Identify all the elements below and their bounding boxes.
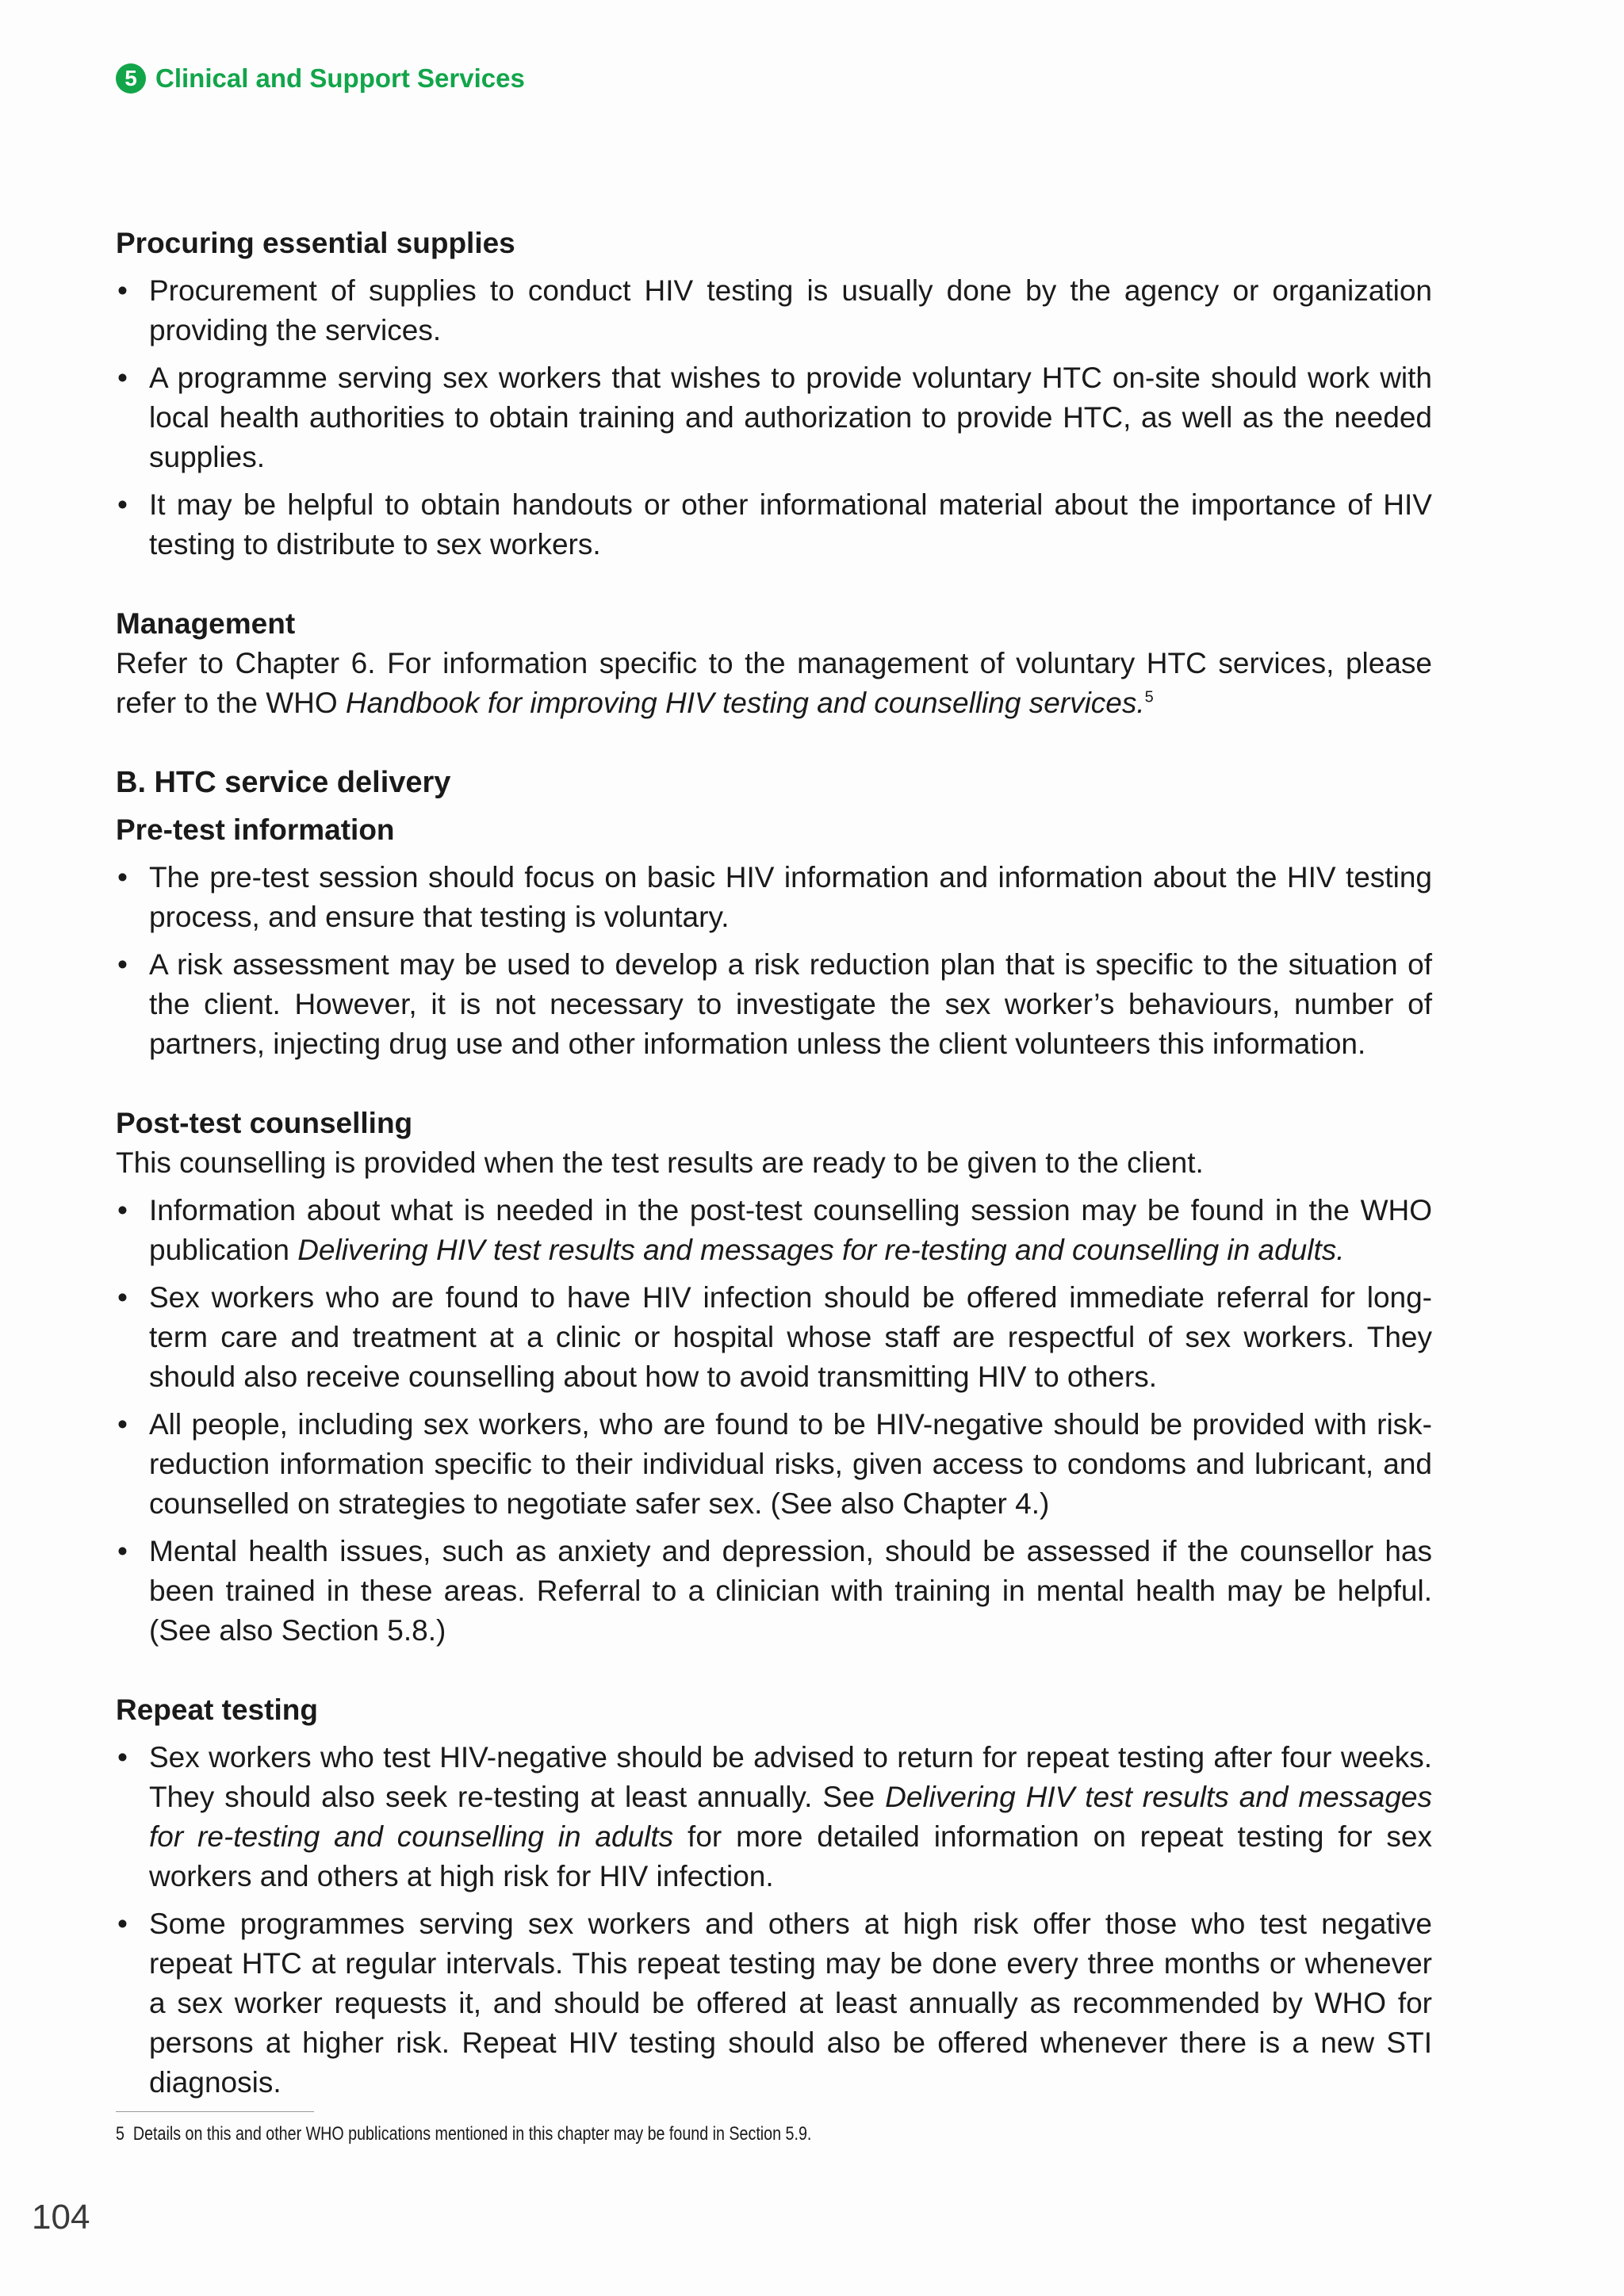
management-heading: Management [116, 607, 296, 640]
list-item: • It may be helpful to obtain handouts or other informational material about the importance of HIV testing to distribute to sex workers. [116, 485, 1432, 564]
handbook-title: Handbook for improving HIV testing and counselling services. [345, 687, 1145, 719]
list-item: • A risk assessment may be used to develop a risk reduction plan that is specific to the situation of the client. However, it is not necessary to investigate the sex worker’s behaviours, number of partners, injecting drug use and other information unless the client volunteers this information. [116, 945, 1432, 1064]
chapter-title: Clinical and Support Services [155, 63, 525, 93]
list-item: • Sex workers who are found to have HIV infection should be offered immediate referral for long-term care and treatment at a clinic or hospital whose staff are respectful of sex workers. They should also receive counselling about how to avoid transmitting HIV to others. [116, 1278, 1432, 1397]
posttest-intro: This counselling is provided when the test results are ready to be given to the client. [116, 1146, 1204, 1179]
management-paragraph: Refer to Chapter 6. For information specific to the management of voluntary HTC services, please refer to the WHO Handbook for improving HIV testing and counselling services.$^5$ [116, 647, 1432, 719]
publication-title: Delivering HIV test results and messages for re-testing and counselling in adults. [297, 1234, 1345, 1266]
footnote-divider [116, 2111, 314, 2112]
procuring-list [116, 271, 1432, 564]
footnote [116, 2123, 811, 2145]
posttest-heading: Post-test counselling [116, 1107, 413, 1139]
chapter-number-badge: 5 [116, 63, 146, 94]
page-content [116, 224, 1432, 2103]
footnote-number: 5 [116, 2123, 124, 2145]
list-item: • The pre-test session should focus on basic HIV information and information about the HIV testing process, and ensure that testing is voluntary. [116, 858, 1432, 937]
pretest-heading: Pre-test information [116, 813, 395, 846]
posttest-list [116, 1191, 1432, 1651]
procuring-heading: Procuring essential supplies [116, 227, 515, 259]
repeat-list [116, 1738, 1432, 2103]
page-number: 104 [32, 2198, 90, 2237]
pretest-list [116, 858, 1432, 1064]
footnote-ref: 5 [1144, 688, 1154, 706]
list-item: • Information about what is needed in the post-test counselling session may be found in the WHO publication Delivering HIV test results and messages for re-testing and counselling in adults. [116, 1191, 1432, 1270]
footnote-text: Details on this and other WHO publications mentioned in this chapter may be found in Section 5.9. [132, 2123, 812, 2145]
publication-title: Delivering HIV test results and messages for re-testing and counselling in adults [149, 1781, 1432, 1853]
list-item: • Mental health issues, such as anxiety and depression, should be assessed if the counsellor has been trained in these areas. Referral to a clinician with training in mental health may be helpful. (See also Section 5.8.) [116, 1532, 1432, 1651]
repeat-heading: Repeat testing [116, 1693, 318, 1726]
list-item: • Sex workers who test HIV-negative should be advised to return for repeat testing after four weeks. They should also seek re-testing at least annually. See Delivering HIV test results and messages for re-testing and counselling in adults for more detailed information on repeat testing for sex workers and others at high risk for HIV infection. [116, 1738, 1432, 1896]
service-delivery-heading: B. HTC service delivery [116, 766, 451, 799]
list-item: • Procurement of supplies to conduct HIV testing is usually done by the agency or organization providing the services. [116, 271, 1432, 350]
chapter-header [116, 63, 525, 94]
list-item: • Some programmes serving sex workers and others at high risk offer those who test negative repeat HTC at regular intervals. This repeat testing may be done every three months or whenever a sex worker requests it, and should be offered at least annually as recommended by WHO for persons at higher risk. Repeat HIV testing should also be offered whenever there is a new STI diagnosis. [116, 1904, 1432, 2103]
list-item: • All people, including sex workers, who are found to be HIV-negative should be provided with risk-reduction information specific to their individual risks, given access to condoms and lubricant, and counselled on strategies to negotiate safer sex. (See also Chapter 4.) [116, 1405, 1432, 1524]
list-item: • A programme serving sex workers that wishes to provide voluntary HTC on-site should work with local health authorities to obtain training and authorization to provide HTC, as well as the needed supplies. [116, 358, 1432, 477]
